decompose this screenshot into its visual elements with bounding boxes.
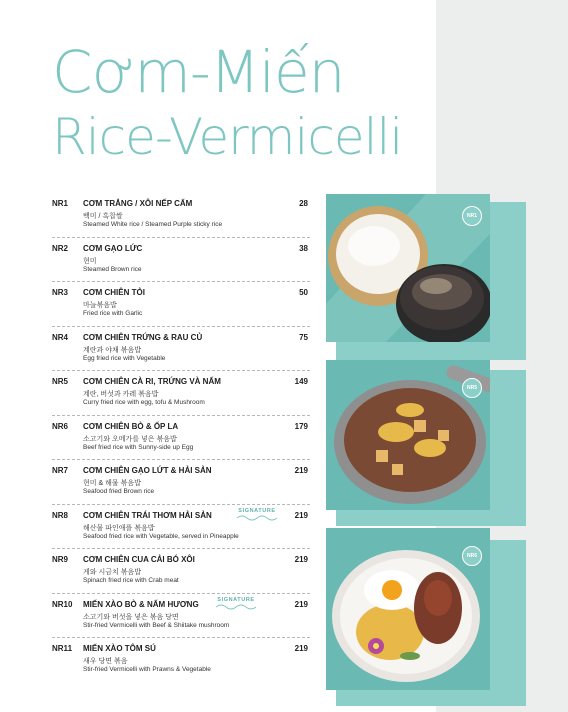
item-price: 50: [299, 288, 308, 297]
menu-item-nr7[interactable]: [52, 460, 310, 505]
menu-item-nr8[interactable]: [52, 505, 310, 550]
item-korean-name: 백미 / 흑찹쌀: [83, 213, 123, 220]
item-korean-name: 소고기와 버섯을 넣은 볶음 당면: [83, 613, 179, 621]
item-name: CƠM CHIÊN CUA CẢI BÓ XÔI: [83, 555, 195, 564]
menu-title-english: Rice-Vermicelli: [52, 108, 403, 166]
wave-icon: [214, 603, 258, 610]
item-price: 219: [294, 599, 308, 609]
item-price: 219: [294, 555, 308, 564]
item-english-name: Stir-fried Vermicelli with Prawns & Vegetable: [83, 666, 211, 673]
item-english-name: Steamed Brown rice: [83, 265, 142, 273]
photo-nr1: [326, 194, 526, 360]
item-code: NR8: [52, 510, 69, 520]
item-price: 179: [294, 421, 308, 431]
item-name: CƠM CHIÊN TỎI: [83, 288, 145, 297]
item-name: MIẾN XÀO BÒ & NẤM HƯƠNG: [83, 599, 199, 609]
item-price: 219: [294, 466, 308, 475]
signature-badge: [214, 597, 258, 613]
menu-item-nr10[interactable]: [52, 594, 310, 639]
item-code: NR1: [52, 199, 69, 208]
wave-icon: [235, 514, 279, 521]
item-price: 75: [299, 332, 308, 342]
item-korean-name: 소고기와 오메가를 넣은 볶음밥: [83, 435, 177, 443]
item-name: CƠM CHIÊN TRỨNG & RAU CỦ: [83, 332, 203, 342]
item-english-name: Stir-fried Vermicelli with Beef & Shiitake mushroom: [83, 621, 230, 629]
item-korean-name: 마늘볶음밥: [83, 302, 117, 309]
item-english-name: Fried rice with Garlic: [83, 310, 143, 317]
menu-item-nr9[interactable]: [52, 549, 310, 594]
item-code: NR2: [52, 243, 69, 253]
photo-badge: NR6: [462, 546, 482, 566]
item-code: NR5: [52, 377, 69, 386]
item-korean-name: 게와 시금치 볶음밥: [83, 569, 141, 576]
item-name: CƠM CHIÊN GẠO LỨT & HẢI SẢN: [83, 466, 212, 475]
signature-label: SIGNATURE: [238, 507, 276, 514]
photo-nr5: [326, 360, 526, 526]
item-korean-name: 해산물 파인애플 볶음밥: [83, 524, 155, 532]
menu-item-nr2[interactable]: [52, 238, 310, 283]
item-price: 219: [294, 644, 308, 653]
item-name: CƠM CHIÊN CÀ RI, TRỨNG VÀ NẤM: [83, 377, 221, 386]
item-korean-name: 새우 당면 볶음: [83, 658, 128, 665]
item-english-name: Curry fried rice with egg, tofu & Mushroom: [83, 399, 205, 406]
item-korean-name: 계란과 야채 볶음밥: [83, 346, 141, 354]
photo-badge: NR1: [462, 206, 482, 226]
item-english-name: Seafood fried rice with Vegetable, served in Pineapple: [83, 532, 239, 540]
item-code: NR7: [52, 466, 69, 475]
item-code: NR3: [52, 288, 69, 297]
menu-list: [52, 193, 310, 683]
item-code: NR4: [52, 332, 69, 342]
item-price: 38: [299, 243, 308, 253]
item-price: 219: [294, 510, 308, 520]
menu-item-nr5[interactable]: [52, 371, 310, 416]
item-name: CƠM GẠO LỨC: [83, 243, 143, 253]
photo-badge: NR5: [462, 378, 482, 398]
menu-item-nr4[interactable]: [52, 327, 310, 372]
item-price: 149: [294, 377, 308, 386]
menu-title-vietnamese: Cơm-Miến: [52, 38, 345, 106]
menu-item-nr6[interactable]: [52, 416, 310, 461]
menu-item-nr3[interactable]: [52, 282, 310, 327]
item-english-name: Steamed White rice / Steamed Purple sticky rice: [83, 221, 223, 228]
item-english-name: Seafood fried Brown rice: [83, 488, 155, 495]
menu-item-nr1[interactable]: [52, 193, 310, 238]
item-code: NR11: [52, 644, 73, 653]
item-code: NR6: [52, 421, 69, 431]
item-korean-name: 현미 & 해물 볶음밥: [83, 480, 141, 487]
signature-label: SIGNATURE: [217, 596, 255, 603]
item-name: MIẾN XÀO TÔM SÚ: [83, 644, 156, 653]
photo-nr6: [326, 528, 526, 706]
item-korean-name: 계란, 버섯과 카레 볶음밥: [83, 391, 159, 398]
menu-item-nr11[interactable]: [52, 638, 310, 683]
item-english-name: Egg fried rice with Vegetable: [83, 354, 166, 362]
item-english-name: Spinach fried rice with Crab meat: [83, 577, 179, 584]
item-name: CƠM TRẮNG / XÔI NẾP CẨM: [83, 199, 193, 208]
item-code: NR10: [52, 599, 73, 609]
signature-badge: [235, 508, 279, 524]
item-english-name: Beef fried rice with Sunny-side up Egg: [83, 443, 194, 451]
item-name: CƠM CHIÊN BÒ & ỐP LA: [83, 421, 179, 431]
item-korean-name: 현미: [83, 257, 97, 265]
item-price: 28: [299, 199, 308, 208]
item-code: NR9: [52, 555, 69, 564]
item-name: CƠM CHIÊN TRÁI THƠM HẢI SẢN: [83, 510, 212, 520]
